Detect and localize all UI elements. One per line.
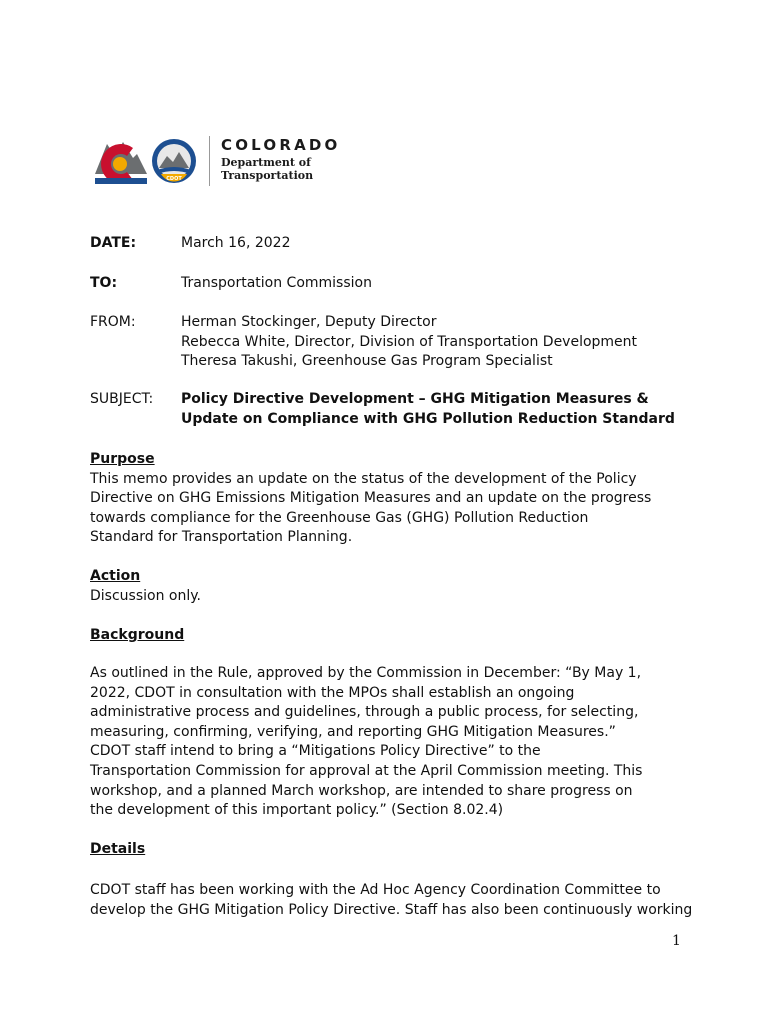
action-paragraph [90, 587, 690, 607]
background-heading: Background [90, 627, 185, 643]
background-line: 2022, CDOT in consultation with the MPOs shall establish an ongoing [90, 684, 575, 701]
logo-department-text: Department of [221, 156, 311, 169]
purpose-heading: Purpose [90, 451, 155, 467]
date-label: DATE: [90, 235, 137, 251]
purpose-line: towards compliance for the Greenhouse Gas (GHG) Pollution Reduction [90, 509, 589, 526]
background-section [90, 626, 690, 646]
logo-divider [209, 136, 210, 186]
details-section [90, 840, 690, 860]
background-line: As outlined in the Rule, approved by the Commission in December: “By May 1, [90, 665, 642, 681]
background-line: Transportation Commission for approval at the April Commission meeting. This [90, 762, 643, 779]
background-line: the development of this important policy.” (Section 8.02.4) [90, 802, 504, 819]
logo-colorado-text: COLORADO [221, 136, 341, 154]
subject-value [181, 390, 675, 429]
background-line: workshop, and a planned March workshop, are intended to share progress on [90, 782, 633, 799]
from-value [181, 313, 637, 372]
action-line: Discussion only. [90, 587, 201, 604]
date-value: March 16, 2022 [181, 235, 291, 251]
action-section [90, 567, 690, 606]
to-value: Transportation Commission [181, 275, 372, 291]
background-body [90, 664, 690, 821]
cdot-logo [93, 134, 353, 190]
from-line: Theresa Takushi, Greenhouse Gas Program Specialist [181, 353, 553, 369]
details-heading: Details [90, 841, 146, 857]
page-number: 1 [672, 933, 681, 949]
details-body [90, 881, 693, 920]
background-line: measuring, confirming, verifying, and reporting GHG Mitigation Measures.” [90, 723, 616, 740]
subject-line: Policy Directive Development – GHG Mitigation Measures & [181, 391, 649, 407]
background-paragraph [90, 664, 690, 821]
details-paragraph [90, 881, 693, 920]
action-heading: Action [90, 568, 141, 584]
purpose-line: Directive on GHG Emissions Mitigation Measures and an update on the progress [90, 490, 652, 507]
purpose-paragraph [90, 470, 690, 548]
from-line: Herman Stockinger, Deputy Director [181, 314, 437, 330]
background-line: CDOT staff intend to bring a “Mitigations Policy Directive” to the [90, 743, 541, 760]
purpose-line: This memo provides an update on the status of the development of the Policy [90, 470, 637, 487]
subject-label: SUBJECT: [90, 391, 154, 407]
cdot-seal-icon [151, 138, 197, 184]
purpose-line: Standard for Transportation Planning. [90, 529, 353, 546]
details-line: develop the GHG Mitigation Policy Directive. Staff has also been continuously working [90, 901, 693, 918]
logo-transportation-text: Transportation [221, 169, 314, 182]
from-label: FROM: [90, 314, 136, 330]
seal-text: CDOT [166, 176, 182, 182]
subject-line: Update on Compliance with GHG Pollution Reduction Standard [181, 410, 675, 427]
background-line: administrative process and guidelines, through a public process, for selecting, [90, 704, 639, 721]
to-label: TO: [90, 275, 118, 291]
details-line: CDOT staff has been working with the Ad Hoc Agency Coordination Committee to [90, 882, 661, 898]
from-line: Rebecca White, Director, Division of Transportation Development [181, 333, 638, 350]
colorado-c-logo-icon [93, 134, 149, 186]
purpose-section [90, 450, 690, 548]
